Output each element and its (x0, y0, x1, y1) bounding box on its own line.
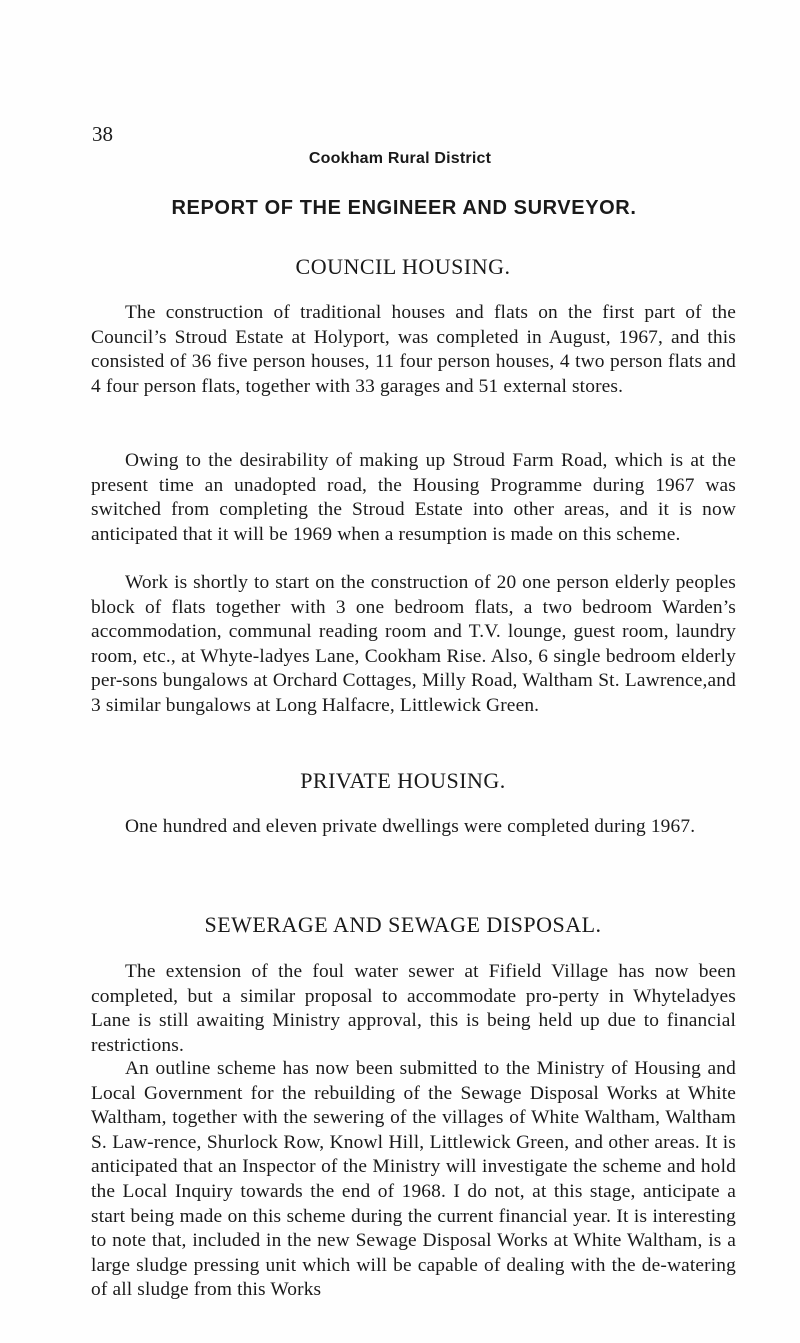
council-housing-heading: COUNCIL HOUSING. (295, 254, 511, 279)
council-housing-paragraph: Work is shortly to start on the construction of 20 one person elderly peoples block of flats together with 3 one bedroom flats, a two bedroom Warden’s accommodation, communal reading room and T.V. lounge, guest room, laundry room, etc., at Whyte-ladyes Lane, Cookham Rise. Also, 6 single bedroom elderly per-sons bungalows at Orchard Cottages, Milly Road, Waltham St. Lawrence,and 3 similar bungalows at Long Halfacre, Littlewick Green. (91, 572, 736, 716)
page-number: 38 (92, 122, 113, 146)
report-title: REPORT OF THE ENGINEER AND SURVEYOR. (171, 197, 637, 219)
sewerage-heading: SEWERAGE AND SEWAGE DISPOSAL. (204, 912, 602, 937)
sewerage-paragraph: The extension of the foul water sewer at Fifield Village has now been completed, but a similar proposal to accommodate pro-perty in Whyteladyes Lane is still awaiting Ministry approval, this is being held up due to financial restrictions. (91, 961, 736, 1056)
private-housing-heading: PRIVATE HOUSING. (300, 768, 506, 793)
district-name: Cookham Rural District (308, 150, 492, 167)
private-housing-paragraph: One hundred and eleven private dwellings were completed during 1967. (125, 816, 696, 837)
sewerage-paragraph: An outline scheme has now been submitted to the Ministry of Housing and Local Government for the rebuilding of the Sewage Disposal Works at White Waltham, together with the sewering of the villages of White Waltham, Waltham S. Law-rence, Shurlock Row, Knowl Hill, Littlewick Green, and other areas. It is anticipated that an Inspector of the Ministry will investigate the scheme and hold the Local Inquiry towards the end of 1968. I do not, at this stage, anticipate a start being made on this scheme during the current financial year. It is interesting to note that, included in the new Sewage Disposal Works at White Waltham, is a large sludge pressing unit which will be capable of dealing with the de-watering of all sludge from this Works (91, 1058, 736, 1301)
council-housing-paragraph: Owing to the desirability of making up Stroud Farm Road, which is at the present time an unadopted road, the Housing Programme during 1967 was switched from completing the Stroud Estate into other areas, and it is now anticipated that it will be 1969 when a resumption is made on this scheme. (91, 450, 736, 545)
council-housing-paragraph: The construction of traditional houses and flats on the first part of the Council’s Stroud Estate at Holyport, was completed in August, 1967, and this consisted of 36 five person houses, 11 four person houses, 4 two person flats and 4 four person flats, together with 33 garages and 51 external stores. (91, 302, 736, 397)
